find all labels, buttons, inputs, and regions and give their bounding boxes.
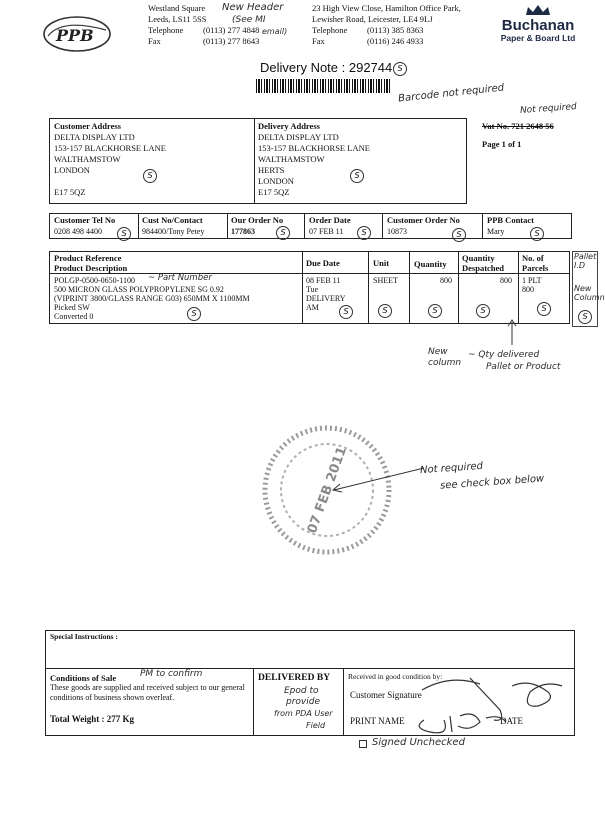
product-ref-label: Product Reference bbox=[54, 253, 122, 263]
leeds-fax: (0113) 277 8643 bbox=[203, 36, 260, 46]
page-number: Page 1 of 1 bbox=[482, 139, 522, 149]
info-divider bbox=[227, 213, 228, 239]
annot-see-mi: (See MI bbox=[232, 15, 266, 25]
customer-order: 10873 bbox=[387, 227, 407, 236]
footer-line bbox=[45, 668, 575, 669]
customer-address-label: Customer Address bbox=[54, 121, 121, 131]
buchanan-crown-icon bbox=[524, 4, 552, 16]
customer-line: 153-157 BLACKHORSE LANE bbox=[54, 143, 166, 153]
leeds-addr1: Westland Square bbox=[148, 3, 206, 13]
annot-s-circle: S bbox=[530, 227, 544, 241]
delivery-line: E17 5QZ bbox=[258, 187, 290, 197]
despatched: 800 bbox=[500, 276, 512, 285]
annot-not-required-mid: Not required bbox=[419, 460, 484, 477]
cust-no-label: Cust No/Contact bbox=[142, 215, 203, 225]
conditions-text: These goods are supplied and received subject to our general conditions of business shown overleaf. bbox=[50, 683, 245, 702]
product-header-line bbox=[49, 273, 570, 274]
annot-s-circle: S bbox=[578, 310, 592, 324]
annot-pm-confirm: PM to confirm bbox=[140, 669, 203, 679]
info-divider bbox=[482, 213, 483, 239]
received-label: Received in good condition by: bbox=[348, 672, 443, 681]
annot-epod-4: Field bbox=[306, 721, 326, 730]
annot-new-header: New Header bbox=[222, 2, 284, 13]
barcode bbox=[256, 79, 392, 93]
ppb-contact-label: PPB Contact bbox=[487, 215, 534, 225]
delivered-by-label: DELIVERED BY bbox=[258, 673, 331, 683]
annot-stamp-arrow-icon bbox=[330, 464, 426, 494]
delivery-address-label: Delivery Address bbox=[258, 121, 320, 131]
annot-epod-3: from PDA User bbox=[274, 709, 333, 718]
unit-label: Unit bbox=[373, 258, 390, 268]
annot-new-column-right: New Column bbox=[574, 284, 605, 302]
delivery-line: LONDON bbox=[258, 176, 294, 186]
leeds-fax-label: Fax bbox=[148, 36, 161, 46]
leic-addr1: 23 High View Close, Hamilton Office Park, bbox=[312, 3, 461, 13]
footer-divider bbox=[253, 668, 254, 736]
annot-pallet: Pallet I.D bbox=[574, 252, 597, 270]
ppb-logo bbox=[42, 14, 112, 54]
annot-part-number: ~ Part Number bbox=[148, 273, 212, 283]
conditions-label: Conditions of Sale bbox=[50, 673, 117, 683]
leeds-tel-label: Telephone bbox=[148, 25, 184, 35]
leic-tel-label: Telephone bbox=[312, 25, 348, 35]
annot-qty-delivered: ~ Qty delivered bbox=[468, 350, 540, 360]
buchanan-logo bbox=[488, 4, 588, 43]
info-divider bbox=[138, 213, 139, 239]
annot-s-circle: S bbox=[357, 226, 371, 240]
annot-s-circle: S bbox=[537, 302, 551, 316]
product-desc-label: Product Description bbox=[54, 263, 128, 273]
customer-line: WALTHAMSTOW bbox=[54, 154, 121, 164]
leeds-addr2: Leeds, LS11 5SS bbox=[148, 14, 207, 24]
product-desc-1: 500 MICRON GLASS POLYPROPYLENE SG 0.92 bbox=[54, 285, 224, 294]
leic-tel: (0113) 385 8363 bbox=[367, 25, 424, 35]
customer-line: LONDON bbox=[54, 165, 90, 175]
annot-s-circle: S bbox=[187, 307, 201, 321]
stamp-date: 07 FEB 2011 bbox=[304, 444, 351, 536]
cust-no: 984400/Tony Petey bbox=[142, 227, 205, 236]
info-divider bbox=[304, 213, 305, 239]
annot-s-circle: S bbox=[276, 226, 290, 240]
total-weight: Total Weight : 277 Kg bbox=[50, 714, 135, 724]
leic-addr2: Lewisher Road, Leicester, LE4 9LJ bbox=[312, 14, 433, 24]
ppb-logo-text: PPB bbox=[56, 26, 94, 45]
customer-signature-label: Customer Signature bbox=[350, 690, 422, 700]
product-divider bbox=[518, 251, 519, 324]
quantity-label: Quantity bbox=[414, 259, 447, 269]
annot-arrow-icon bbox=[505, 318, 519, 346]
parcels-1: 1 PLT bbox=[522, 276, 542, 285]
annot-not-required-top: Not required bbox=[519, 102, 578, 116]
due-2: Tue bbox=[306, 285, 319, 294]
due-3: DELIVERY bbox=[306, 294, 346, 303]
customer-order-label: Customer Order No bbox=[387, 215, 460, 225]
despatched-label-2: Despatched bbox=[462, 263, 505, 273]
customer-line: E17 5QZ bbox=[54, 187, 86, 197]
leicester-address bbox=[312, 3, 461, 47]
address-divider bbox=[254, 118, 255, 204]
annot-signed: Signed Unchecked bbox=[372, 737, 465, 748]
annot-s-circle: S bbox=[452, 228, 466, 242]
cust-tel-label: Customer Tel No bbox=[54, 215, 116, 225]
order-date-label: Order Date bbox=[309, 215, 351, 225]
delivery-line: HERTS bbox=[258, 165, 285, 175]
parcels-label-2: Parcels bbox=[522, 263, 549, 273]
due-date-label: Due Date bbox=[306, 258, 340, 268]
due-4: AM bbox=[306, 303, 319, 312]
parcels-label-1: No. of bbox=[522, 253, 544, 263]
annot-s-circle: S bbox=[350, 169, 364, 183]
signed-checkbox[interactable] bbox=[359, 740, 367, 748]
annot-s-circle: S bbox=[143, 169, 157, 183]
delivery-line: DELTA DISPLAY LTD bbox=[258, 132, 339, 142]
quantity: 800 bbox=[440, 276, 452, 285]
customer-line: DELTA DISPLAY LTD bbox=[54, 132, 135, 142]
customer-address bbox=[54, 121, 166, 198]
annot-new-column-bottom: New column bbox=[428, 347, 462, 368]
special-instructions-label: Special Instructions : bbox=[50, 632, 118, 641]
product-picked: Picked SW bbox=[54, 303, 90, 312]
annot-s-circle: S bbox=[339, 305, 353, 319]
product-divider bbox=[302, 251, 303, 324]
delivery-address bbox=[258, 121, 370, 198]
annot-see-check: see check box below bbox=[439, 473, 545, 492]
annot-pallet-product: Pallet or Product bbox=[486, 362, 561, 372]
delivery-note-title: Delivery Note : 292744 bbox=[260, 60, 393, 75]
annot-barcode: Barcode not required bbox=[397, 82, 505, 105]
product-divider bbox=[409, 251, 410, 324]
delivery-line: WALTHAMSTOW bbox=[258, 154, 325, 164]
order-date: 07 FEB 11 bbox=[309, 227, 344, 236]
cust-tel: 0208 498 4400 bbox=[54, 227, 102, 236]
parcels-2: 800 bbox=[522, 285, 534, 294]
annot-epod-2: provide bbox=[286, 697, 320, 707]
our-order: 177863 bbox=[231, 227, 255, 236]
annot-s-circle: S bbox=[428, 304, 442, 318]
print-name-label: PRINT NAME bbox=[350, 716, 405, 726]
ppb-contact: Mary bbox=[487, 227, 505, 236]
annot-email: email) bbox=[262, 27, 288, 36]
date-label: DATE bbox=[500, 716, 523, 726]
product-divider bbox=[368, 251, 369, 324]
annot-epod-1: Epod to bbox=[284, 686, 319, 696]
product-desc-2: (VIPRINT 3800/GLASS RANGE G03) 650MM X 1100MM bbox=[54, 294, 250, 303]
annot-s-circle: S bbox=[117, 227, 131, 241]
leic-fax: (0116) 246 4933 bbox=[367, 36, 424, 46]
vat-number: Vat No. 721 2648 56 bbox=[482, 121, 554, 131]
footer-divider bbox=[343, 668, 344, 736]
leic-fax-label: Fax bbox=[312, 36, 325, 46]
despatched-label-1: Quantity bbox=[462, 253, 495, 263]
signature-scribble bbox=[410, 670, 570, 736]
buchanan-sub: Paper & Board Ltd bbox=[500, 33, 576, 43]
product-ref: POLGP-0500-0650-1100 bbox=[54, 276, 136, 285]
annot-s-circle: S bbox=[378, 304, 392, 318]
delivery-line: 153-157 BLACKHORSE LANE bbox=[258, 143, 370, 153]
info-divider bbox=[382, 213, 383, 239]
product-converted: Converted 0 bbox=[54, 312, 94, 321]
buchanan-name: Buchanan bbox=[501, 17, 575, 34]
due-1: 08 FEB 11 bbox=[306, 276, 341, 285]
annot-s-circle: S bbox=[393, 62, 407, 76]
leeds-tel: (0113) 277 4848 bbox=[203, 25, 260, 35]
our-order-label: Our Order No bbox=[231, 215, 284, 225]
product-divider bbox=[458, 251, 459, 324]
unit: SHEET bbox=[373, 276, 398, 285]
annot-s-circle: S bbox=[476, 304, 490, 318]
